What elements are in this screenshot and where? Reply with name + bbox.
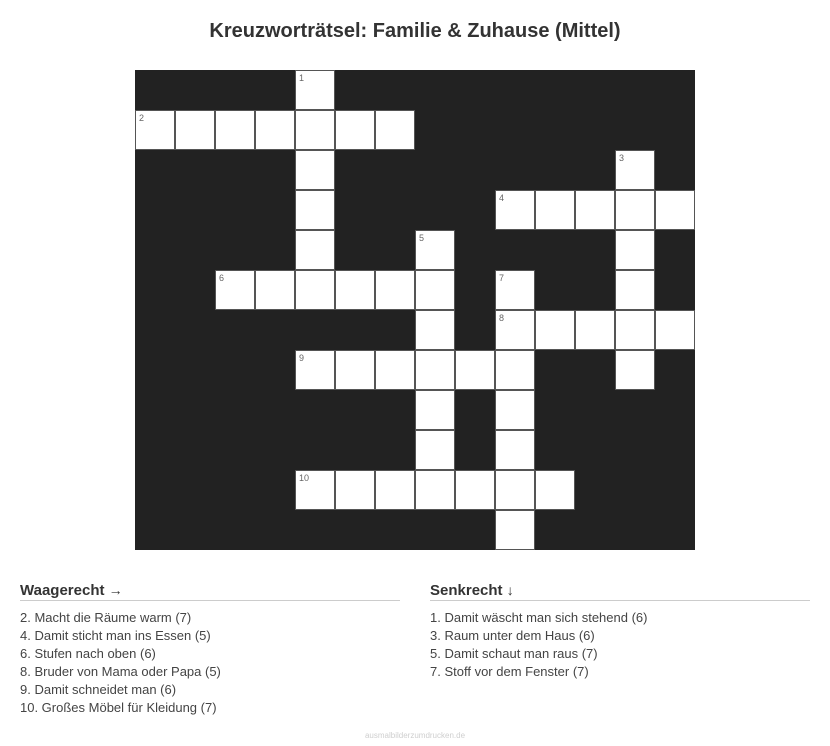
grid-block	[135, 190, 175, 230]
grid-block	[335, 230, 375, 270]
grid-cell[interactable]	[655, 310, 695, 350]
arrow-down-icon: ↓	[506, 582, 514, 598]
grid-cell[interactable]	[495, 390, 535, 430]
clue-item: 10. Großes Möbel für Kleidung (7)	[20, 700, 217, 715]
grid-block	[495, 110, 535, 150]
grid-block	[375, 150, 415, 190]
clue-item: 9. Damit schneidet man (6)	[20, 682, 177, 697]
grid-block	[575, 230, 615, 270]
cell-number: 6	[219, 273, 225, 283]
grid-block	[255, 470, 295, 510]
grid-block	[455, 310, 495, 350]
grid-cell[interactable]	[295, 470, 335, 510]
grid-block	[215, 190, 255, 230]
grid-block	[655, 270, 695, 310]
grid-block	[175, 70, 215, 110]
grid-cell[interactable]	[495, 470, 535, 510]
crossword-grid	[135, 70, 695, 550]
grid-cell[interactable]	[295, 150, 335, 190]
grid-block	[575, 270, 615, 310]
grid-cell[interactable]	[415, 310, 455, 350]
grid-block	[255, 190, 295, 230]
grid-block	[135, 70, 175, 110]
grid-block	[455, 70, 495, 110]
grid-block	[135, 510, 175, 550]
grid-block	[175, 310, 215, 350]
clue-item: 7. Stoff vor dem Fenster (7)	[430, 664, 589, 679]
cell-number: 9	[299, 353, 305, 363]
grid-block	[255, 510, 295, 550]
grid-block	[615, 390, 655, 430]
grid-block	[535, 430, 575, 470]
grid-block	[295, 390, 335, 430]
grid-block	[255, 230, 295, 270]
clue-item: 6. Stufen nach oben (6)	[20, 646, 156, 661]
clue-item: 5. Damit schaut man raus (7)	[430, 646, 598, 661]
grid-cell[interactable]	[415, 230, 455, 270]
grid-cell[interactable]	[615, 150, 655, 190]
grid-block	[495, 150, 535, 190]
clue-item: 8. Bruder von Mama oder Papa (5)	[20, 664, 221, 679]
grid-block	[135, 310, 175, 350]
cell-number: 5	[419, 233, 425, 243]
grid-block	[175, 390, 215, 430]
clues-down-heading	[430, 582, 810, 601]
grid-block	[175, 470, 215, 510]
grid-block	[575, 110, 615, 150]
grid-block	[655, 510, 695, 550]
grid-cell[interactable]	[295, 270, 335, 310]
grid-block	[535, 350, 575, 390]
grid-cell[interactable]	[415, 350, 455, 390]
grid-block	[655, 470, 695, 510]
clue-item: 2. Macht die Räume warm (7)	[20, 610, 192, 625]
grid-block	[415, 510, 455, 550]
grid-block	[375, 430, 415, 470]
grid-cell[interactable]	[175, 110, 215, 150]
grid-block	[495, 70, 535, 110]
grid-cell[interactable]	[335, 110, 375, 150]
grid-block	[655, 430, 695, 470]
grid-block	[135, 430, 175, 470]
grid-block	[255, 350, 295, 390]
grid-block	[655, 230, 695, 270]
grid-cell[interactable]	[575, 310, 615, 350]
cell-number: 4	[499, 193, 505, 203]
grid-block	[135, 150, 175, 190]
grid-cell[interactable]	[335, 270, 375, 310]
grid-block	[655, 110, 695, 150]
grid-cell[interactable]	[615, 310, 655, 350]
page-title: Kreuzworträtsel: Familie & Zuhause (Mittel)	[209, 20, 621, 42]
grid-cell[interactable]	[415, 270, 455, 310]
grid-block	[455, 230, 495, 270]
grid-cell[interactable]	[415, 430, 455, 470]
grid-block	[175, 510, 215, 550]
grid-cell[interactable]	[415, 390, 455, 430]
grid-cell[interactable]	[575, 190, 615, 230]
grid-block	[295, 310, 335, 350]
grid-block	[215, 310, 255, 350]
grid-block	[335, 310, 375, 350]
grid-cell[interactable]	[535, 470, 575, 510]
grid-block	[455, 510, 495, 550]
grid-block	[255, 150, 295, 190]
grid-cell[interactable]	[255, 270, 295, 310]
grid-cell[interactable]	[135, 110, 175, 150]
cell-number: 10	[299, 473, 310, 483]
grid-block	[535, 150, 575, 190]
grid-cell[interactable]	[615, 350, 655, 390]
grid-block	[415, 110, 455, 150]
grid-cell[interactable]	[495, 270, 535, 310]
grid-cell[interactable]	[495, 350, 535, 390]
grid-block	[615, 110, 655, 150]
grid-cell[interactable]	[375, 110, 415, 150]
grid-cell[interactable]	[615, 230, 655, 270]
grid-cell[interactable]	[615, 270, 655, 310]
clue-item: 1. Damit wäscht man sich stehend (6)	[430, 610, 648, 625]
grid-block	[575, 350, 615, 390]
grid-block	[215, 350, 255, 390]
grid-cell[interactable]	[295, 190, 335, 230]
grid-block	[255, 390, 295, 430]
grid-block	[455, 270, 495, 310]
grid-cell[interactable]	[295, 110, 335, 150]
grid-block	[215, 430, 255, 470]
clue-item: 3. Raum unter dem Haus (6)	[430, 628, 595, 643]
grid-block	[615, 470, 655, 510]
grid-cell[interactable]	[655, 190, 695, 230]
clue-item: 4. Damit sticht man ins Essen (5)	[20, 628, 211, 643]
grid-block	[335, 70, 375, 110]
grid-block	[455, 150, 495, 190]
grid-cell[interactable]	[495, 190, 535, 230]
grid-cell[interactable]	[295, 350, 335, 390]
grid-cell[interactable]	[215, 270, 255, 310]
grid-cell[interactable]	[295, 230, 335, 270]
clues-down-heading-label: Senkrecht	[430, 582, 503, 599]
grid-cell[interactable]	[535, 310, 575, 350]
cell-number: 2	[139, 113, 145, 123]
grid-block	[135, 270, 175, 310]
clues-across-heading	[20, 582, 400, 601]
grid-block	[375, 510, 415, 550]
grid-block	[495, 230, 535, 270]
grid-block	[415, 190, 455, 230]
grid-block	[535, 230, 575, 270]
grid-cell[interactable]	[255, 110, 295, 150]
footer-watermark: ausmalbilderzumdrucken.de	[364, 731, 466, 740]
grid-cell[interactable]	[415, 470, 455, 510]
grid-block	[655, 390, 695, 430]
grid-block	[215, 510, 255, 550]
grid-block	[535, 110, 575, 150]
grid-block	[575, 430, 615, 470]
grid-block	[615, 510, 655, 550]
cell-number: 7	[499, 273, 505, 283]
grid-cell[interactable]	[495, 430, 535, 470]
grid-cell[interactable]	[295, 70, 335, 110]
grid-block	[255, 430, 295, 470]
grid-block	[215, 150, 255, 190]
grid-cell[interactable]	[335, 470, 375, 510]
cell-number: 3	[619, 153, 625, 163]
grid-block	[215, 390, 255, 430]
grid-cell[interactable]	[455, 470, 495, 510]
grid-block	[375, 310, 415, 350]
grid-cell[interactable]	[375, 470, 415, 510]
grid-block	[455, 190, 495, 230]
grid-block	[255, 310, 295, 350]
grid-block	[575, 150, 615, 190]
grid-block	[175, 350, 215, 390]
grid-block	[455, 110, 495, 150]
grid-block	[655, 150, 695, 190]
grid-block	[375, 230, 415, 270]
grid-block	[175, 430, 215, 470]
grid-block	[175, 190, 215, 230]
grid-block	[575, 470, 615, 510]
grid-block	[415, 70, 455, 110]
arrow-right-icon: →	[108, 582, 123, 598]
grid-cell[interactable]	[495, 510, 535, 550]
grid-block	[575, 510, 615, 550]
grid-cell[interactable]	[335, 350, 375, 390]
grid-cell[interactable]	[375, 270, 415, 310]
grid-block	[615, 430, 655, 470]
grid-block	[375, 70, 415, 110]
clues-down-list	[430, 609, 810, 681]
grid-block	[175, 150, 215, 190]
grid-block	[455, 430, 495, 470]
clues-across-list	[20, 609, 400, 717]
grid-cell[interactable]	[495, 310, 535, 350]
grid-block	[575, 390, 615, 430]
grid-cell[interactable]	[375, 350, 415, 390]
grid-block	[335, 390, 375, 430]
grid-block	[255, 70, 295, 110]
grid-block	[535, 70, 575, 110]
grid-block	[335, 150, 375, 190]
grid-block	[415, 150, 455, 190]
grid-block	[615, 70, 655, 110]
grid-block	[335, 430, 375, 470]
grid-block	[135, 390, 175, 430]
grid-block	[535, 510, 575, 550]
grid-block	[135, 470, 175, 510]
grid-block	[535, 270, 575, 310]
grid-block	[375, 390, 415, 430]
cell-number: 8	[499, 313, 505, 323]
grid-block	[655, 70, 695, 110]
clues-across	[20, 582, 400, 717]
grid-block	[135, 230, 175, 270]
grid-block	[335, 510, 375, 550]
grid-block	[175, 230, 215, 270]
grid-block	[175, 270, 215, 310]
grid-block	[215, 70, 255, 110]
grid-block	[135, 350, 175, 390]
clues-across-heading-label: Waagerecht	[20, 582, 105, 599]
grid-block	[295, 430, 335, 470]
grid-block	[535, 390, 575, 430]
grid-cell[interactable]	[455, 350, 495, 390]
grid-block	[335, 190, 375, 230]
grid-cell[interactable]	[215, 110, 255, 150]
clues-down	[430, 582, 810, 681]
grid-cell[interactable]	[535, 190, 575, 230]
grid-cell[interactable]	[615, 190, 655, 230]
grid-block	[655, 350, 695, 390]
grid-block	[215, 230, 255, 270]
grid-block	[215, 470, 255, 510]
grid-block	[575, 70, 615, 110]
grid-block	[295, 510, 335, 550]
grid-block	[375, 190, 415, 230]
cell-number: 1	[299, 73, 305, 83]
grid-block	[455, 390, 495, 430]
